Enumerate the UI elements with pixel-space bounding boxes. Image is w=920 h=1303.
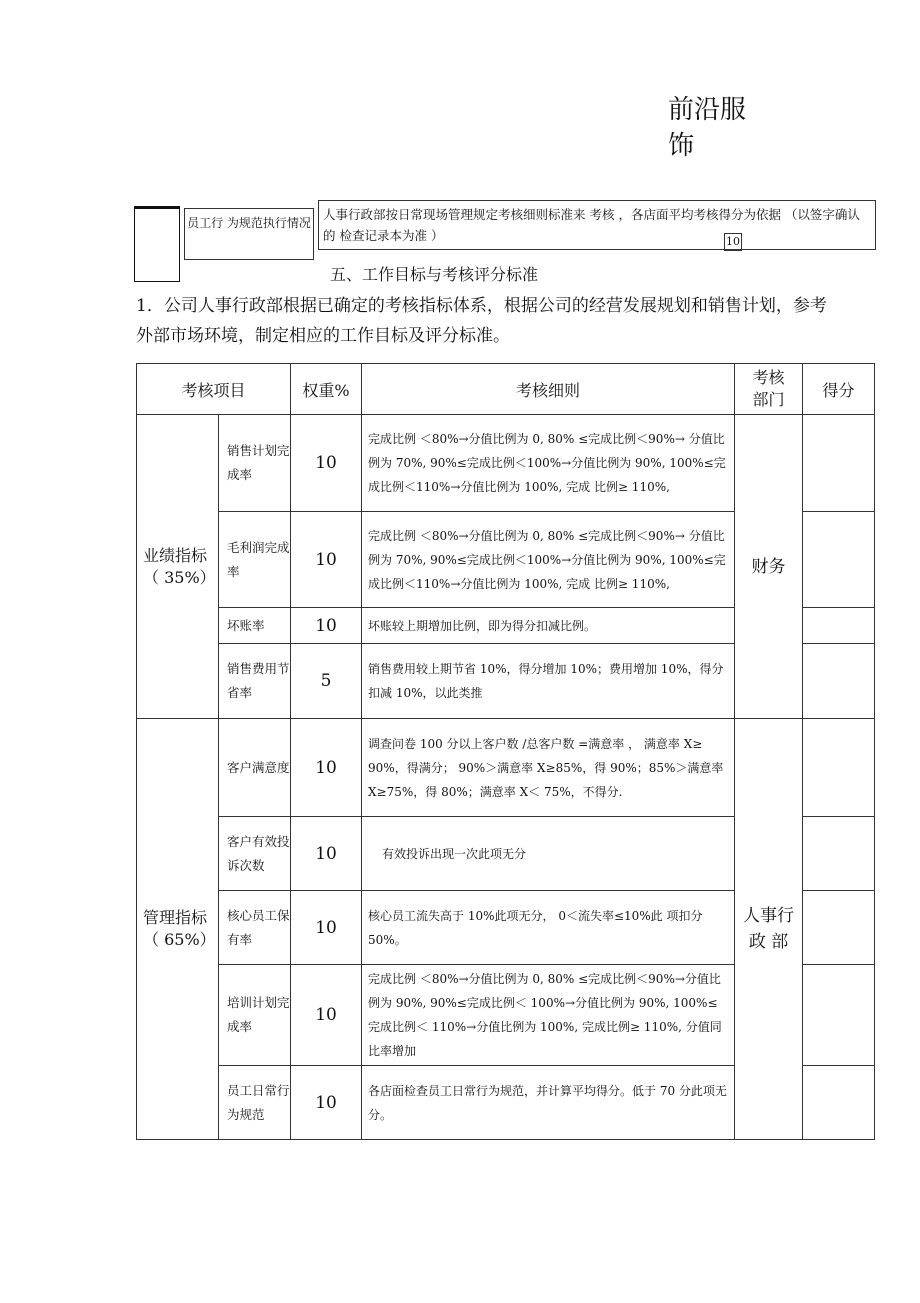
weight-cell: 10 (291, 415, 362, 512)
header-item: 考核项目 (137, 364, 291, 415)
score-cell (803, 719, 875, 817)
score-cell (803, 817, 875, 891)
item-cell: 销售计划完成率 (219, 415, 291, 512)
table-row (137, 719, 875, 817)
previous-table-fragment (134, 206, 180, 282)
detail-cell: 完成比例 ＜80%→分值比例为 0, 80% ≤完成比例＜90%→分值比例为 90%, 90%≤完成比例＜ 100%→分值比例为 90%, 100%≤完成比例＜ 110%→分值比例为 100%, 完成比例≥ 110%, 分值同比率增加 (362, 965, 735, 1066)
dept-cell: 人事行政 部 (735, 719, 803, 1140)
dept-cell: 财务 (735, 415, 803, 719)
header-score: 得分 (803, 364, 875, 415)
weight-cell: 5 (291, 644, 362, 719)
item-cell: 销售费用节省率 (219, 644, 291, 719)
section-heading: 五、工作目标与考核评分标准 (330, 265, 539, 284)
item-cell: 员工日常行为规范 (219, 1066, 291, 1140)
weight-cell: 10 (291, 1066, 362, 1140)
weight-cell: 10 (291, 817, 362, 891)
header-dept: 考核部门 (735, 364, 803, 415)
item-cell: 培训计划完成率 (219, 965, 291, 1066)
previous-row-item: 员工行 为规范执行情况 (184, 208, 314, 260)
score-cell (803, 644, 875, 719)
score-cell (803, 512, 875, 608)
item-cell: 坏账率 (219, 608, 291, 644)
table-row (137, 415, 875, 512)
table-header-row (137, 364, 875, 415)
previous-row-detail: 人事行政部按日常现场管理规定考核细则标准来 考核 ，各店面平均考核得分为依据 （以签字确认的 检查记录本为准 ） (318, 200, 876, 250)
score-cell (803, 415, 875, 512)
category-cell: 业绩指标（ 35%） (137, 415, 219, 719)
weight-cell: 10 (291, 719, 362, 817)
header-weight: 权重% (291, 364, 362, 415)
company-name: 前沿服饰 (668, 95, 747, 161)
evaluation-table (136, 363, 875, 1140)
score-cell (803, 608, 875, 644)
score-cell (803, 1066, 875, 1140)
detail-cell: 有效投诉出现一次此项无分 (362, 817, 735, 891)
detail-cell: 坏账较上期增加比例，即为得分扣减比例。 (362, 608, 735, 644)
item-cell: 客户有效投诉次数 (219, 817, 291, 891)
weight-cell: 10 (291, 608, 362, 644)
detail-cell: 核心员工流失高于 10%此项无分， 0＜流失率≤10%此 项扣分 50%。 (362, 891, 735, 965)
previous-row-weight: 10 (724, 233, 742, 251)
weight-cell: 10 (291, 891, 362, 965)
item-cell: 核心员工保有率 (219, 891, 291, 965)
detail-cell: 完成比例 ＜80%→分值比例为 0, 80% ≤完成比例＜90%→ 分值比例为 70%, 90%≤完成比例＜100%→分值比例为 90%, 100%≤完成比例＜110%→分值比例为 100%, 完成 比例≥ 110%, (362, 415, 735, 512)
header-detail: 考核细则 (362, 364, 735, 415)
detail-cell: 销售费用较上期节省 10%，得分增加 10%；费用增加 10%，得分扣减 10%，以此类推 (362, 644, 735, 719)
weight-cell: 10 (291, 512, 362, 608)
detail-cell: 各店面检查员工日常行为规范，并计算平均得分。低于 70 分此项无分。 (362, 1066, 735, 1140)
section-paragraph: 1．公司人事行政部根据已确定的考核指标体系，根据公司的经营发展规划和销售计划，参考外部市场环境，制定相应的工作目标及评分标准。 (136, 296, 827, 346)
weight-cell: 10 (291, 965, 362, 1066)
score-cell (803, 965, 875, 1066)
score-cell (803, 891, 875, 965)
detail-cell: 完成比例 ＜80%→分值比例为 0, 80% ≤完成比例＜90%→ 分值比例为 70%, 90%≤完成比例＜100%→分值比例为 90%, 100%≤完成比例＜110%→分值比例为 100%, 完成 比例≥ 110%, (362, 512, 735, 608)
item-cell: 毛利润完成率 (219, 512, 291, 608)
category-cell: 管理指标（ 65%） (137, 719, 219, 1140)
item-cell: 客户满意度 (219, 719, 291, 817)
detail-cell: 调查问卷 100 分以上客户数 /总客户数 =满意率 ， 满意率 X≥ 90%，得满分； 90%＞满意率 X≥85%，得 90%；85%＞满意率 X≥75%，得 80%；满意率 X＜ 75%，不得分. (362, 719, 735, 817)
